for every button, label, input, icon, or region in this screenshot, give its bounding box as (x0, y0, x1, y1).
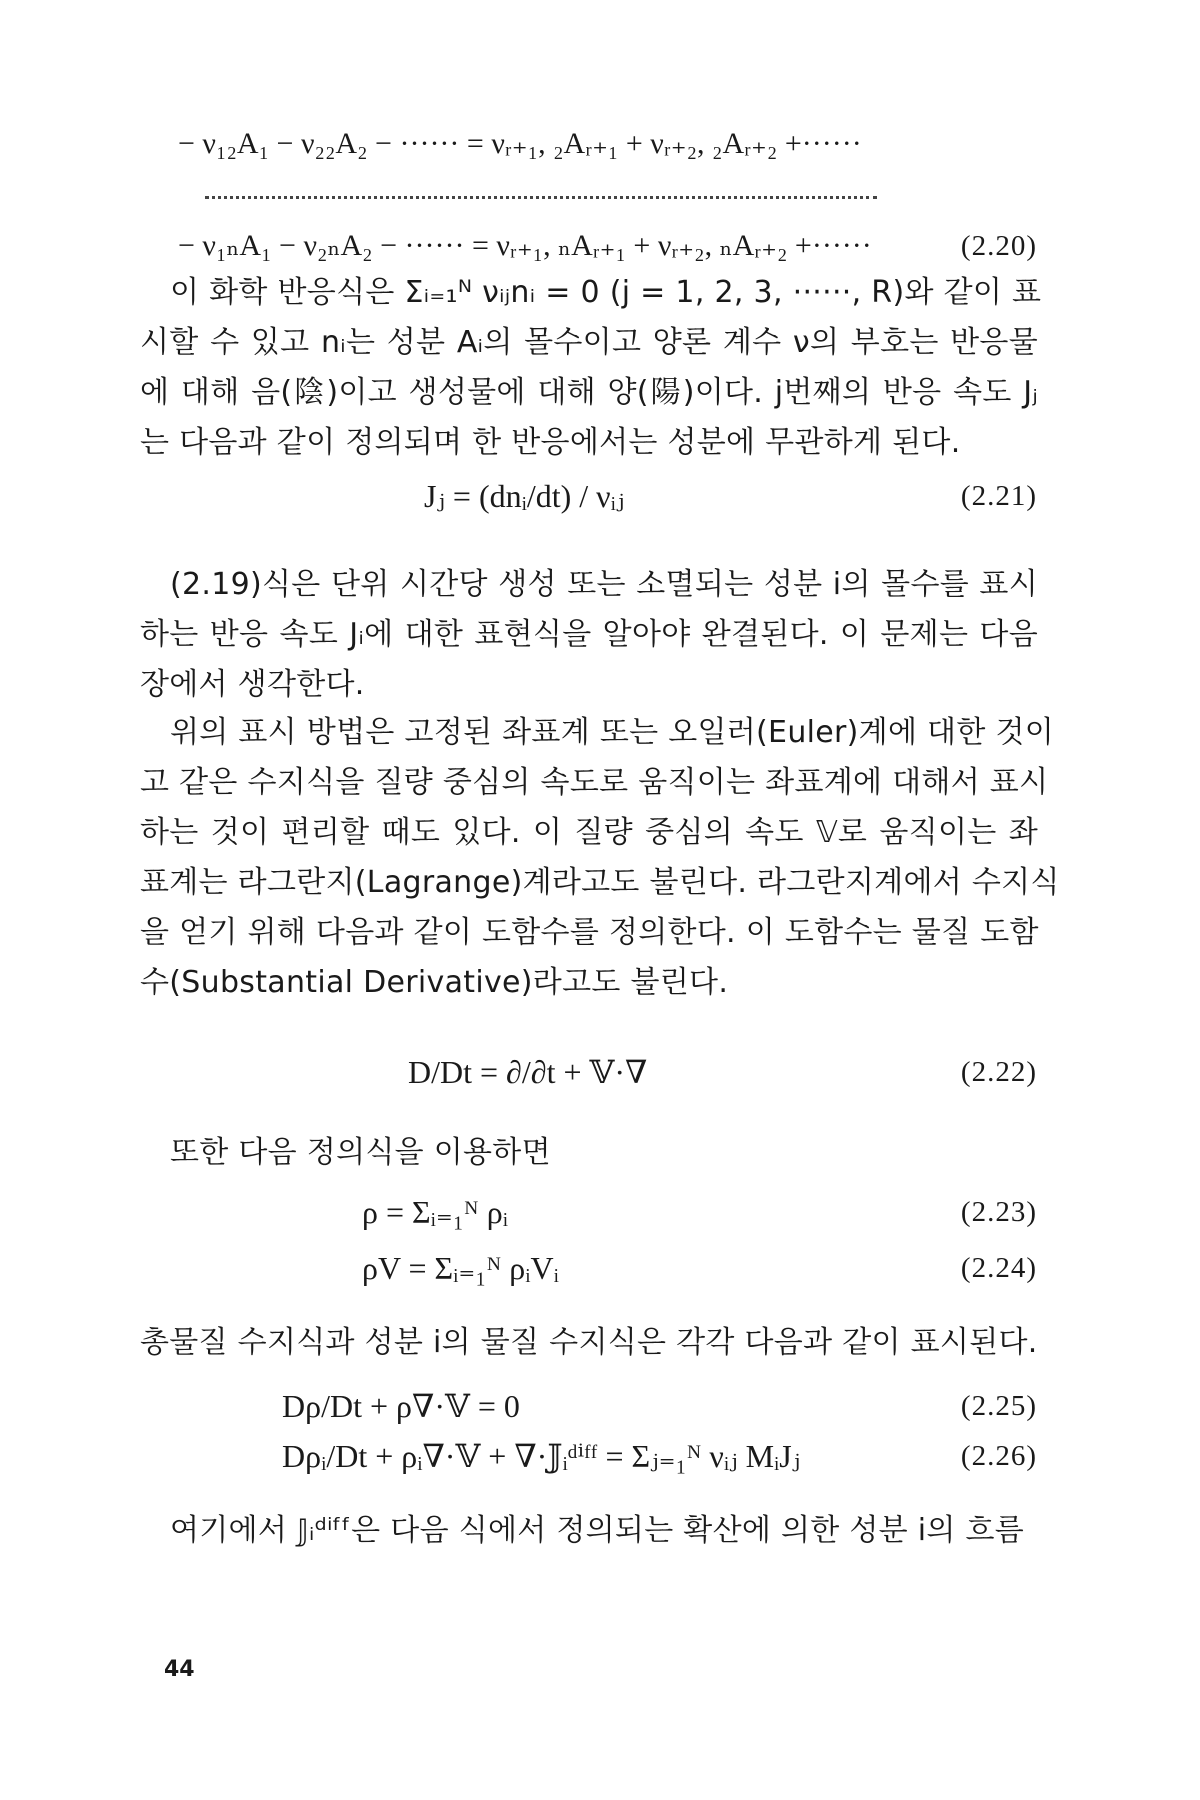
equation-number-2-25: (2.25) (960, 1390, 1037, 1422)
equation-number-2-20: (2.20) (960, 230, 1037, 262)
text-line: 하는 반응 속도 Jᵢ에 대한 표현식을 알아야 완결된다. 이 문제는 다음 (140, 617, 1038, 652)
equation-2-23: ρ = Σᵢ₌₁ᴺ ρᵢ (362, 1194, 508, 1230)
text-line: 시할 수 있고 nᵢ는 성분 Aᵢ의 몰수이고 양론 계수 ν의 부호는 반응물 (140, 325, 1038, 360)
text-line: 하는 것이 편리할 때도 있다. 이 질량 중심의 속도 𝕍로 움직이는 좌 (140, 815, 1038, 850)
text-line: 고 같은 수지식을 질량 중심의 속도로 움직이는 좌표계에 대해서 표시 (140, 765, 1049, 800)
equation-2-25: Dρ/Dt + ρ∇·𝕍 = 0 (282, 1388, 520, 1424)
equation-2-24: ρV = Σᵢ₌₁ᴺ ρᵢVᵢ (362, 1250, 559, 1286)
page-number: 44 (164, 1657, 195, 1682)
equation-2-26: Dρᵢ/Dt + ρᵢ∇·𝕍 + ∇·𝕁ᵢᵈⁱᶠᶠ = Σⱼ₌₁ᴺ νᵢⱼ MᵢJⱼ (282, 1438, 801, 1474)
text-line: 위의 표시 방법은 고정된 좌표계 또는 오일러(Euler)계에 대한 것이 (170, 715, 1055, 750)
paragraph-lagrange-frame (140, 708, 1060, 1008)
equation-number-2-21: (2.21) (960, 480, 1037, 512)
text-line: 장에서 생각한다. (140, 667, 365, 702)
text-line: (2.19)식은 단위 시간당 생성 또는 소멸되는 성분 i의 몰수를 표시 (170, 567, 1038, 602)
paragraph-reaction-definition (140, 268, 1042, 468)
dotted-continuation-line (205, 196, 877, 199)
text-line: 수(Substantial Derivative)라고도 불린다. (140, 965, 729, 1000)
paragraph-diffusion-flux (140, 1506, 1038, 1556)
text-line: 또한 다음 정의식을 이용하면 (170, 1135, 551, 1170)
equation-2-21: Jⱼ = (dnᵢ/dt) / νᵢⱼ (424, 478, 625, 514)
equation-row-n: − ν₁ₙA₁ − ν₂ₙA₂ − ······ = νᵣ₊₁, ₙAᵣ₊₁ + νᵣ₊₂, ₙAᵣ₊₂ +······ (178, 229, 872, 262)
text-line: 표계는 라그란지(Lagrange)계라고도 불린다. 라그란지계에서 수지식 (140, 865, 1060, 900)
paragraph-definitions-intro (140, 1128, 1038, 1178)
equation-number-2-26: (2.26) (960, 1440, 1037, 1472)
text-line: 에 대해 음(陰)이고 생성물에 대해 양(陽)이다. j번째의 반응 속도 Jⱼ (140, 375, 1038, 410)
equation-number-2-24: (2.24) (960, 1252, 1037, 1284)
equation-number-2-23: (2.23) (960, 1196, 1037, 1228)
text-line: 는 다음과 같이 정의되며 한 반응에서는 성분에 무관하게 된다. (140, 425, 961, 460)
text-line: 을 얻기 위해 다음과 같이 도함수를 정의한다. 이 도함수는 물질 도함 (140, 915, 1039, 950)
equation-number-2-22: (2.22) (960, 1056, 1037, 1088)
paragraph-mass-balance (140, 1318, 1038, 1368)
text-line: 이 화학 반응식은 Σᵢ₌₁ᴺ νᵢⱼnᵢ = 0 (j = 1, 2, 3, ······, R)와 같이 표 (170, 275, 1042, 310)
equation-2-22: D/Dt = ∂/∂t + 𝕍·∇ (408, 1054, 648, 1090)
text-line: 여기에서 𝕁ᵢᵈⁱᶠᶠ은 다음 식에서 정의되는 확산에 의한 성분 i의 흐름 (170, 1513, 1025, 1548)
paragraph-reaction-rate (140, 560, 1038, 710)
equation-row-1: − ν₁₂A₁ − ν₂₂A₂ − ······ = νᵣ₊₁, ₂Aᵣ₊₁ + νᵣ₊₂, ₂Aᵣ₊₂ +······ (178, 127, 862, 160)
text-line: 총물질 수지식과 성분 i의 물질 수지식은 각각 다음과 같이 표시된다. (140, 1325, 1038, 1360)
